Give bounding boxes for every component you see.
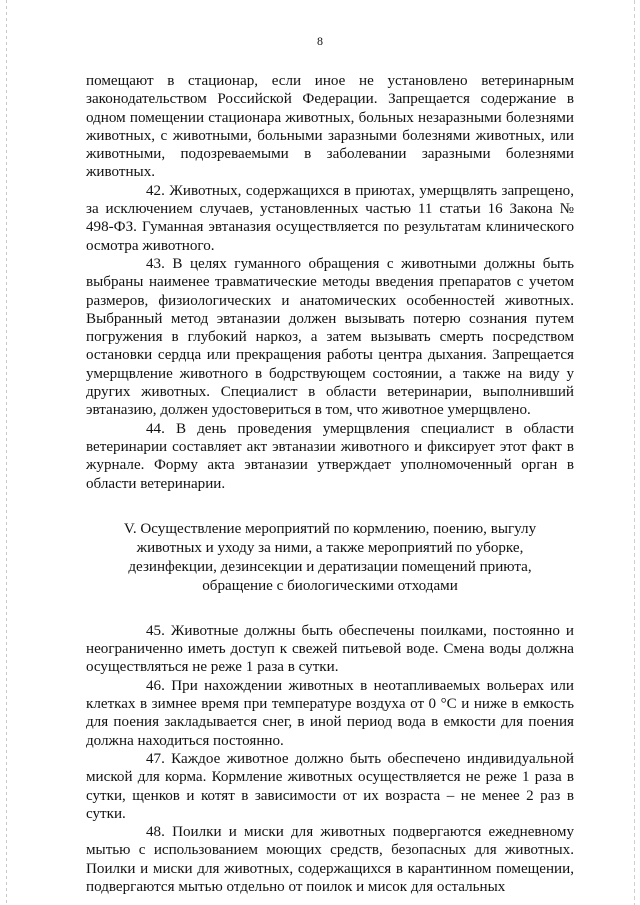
- paragraph-46: 46. При нахождении животных в неотапливаемых вольерах или клетках в зимнее время при температуре воздуха от 0 °С и ниже в емкость для поения закладывается снег, в иной период вода в емкости для поения должна находиться постоянно.: [86, 677, 574, 749]
- scan-edge-left: [6, 0, 7, 905]
- page-number: 8: [317, 34, 323, 48]
- section-heading: [86, 520, 574, 596]
- paragraph-45: 45. Животные должны быть обеспечены поилками, постоянно и неограниченно иметь доступ к свежей питьевой воде. Смена воды должна осуществляться не реже 1 раза в сутки.: [86, 622, 574, 676]
- paragraph-43: 43. В целях гуманного обращения с животными должны быть выбраны наименее травматические методы введения препаратов с учетом размеров, физиологических и анатомических особенностей животных. Выбранный метод эвтаназии должен вызывать потерю сознания путем погружения в глубокий наркоз, а затем вызывать смерть посредством остановки сердца или прекращения работы центра дыхания. Запрещается умерщвление животного в бодрствующем состоянии, а также на виду у других животных. Специалист в области ветеринарии, выполнивший эвтаназию, должен удостовериться в том, что животное умерщвлено.: [86, 255, 574, 419]
- section-heading-line-2: животных и уходу за ними, а также мероприятий по уборке,: [136, 539, 524, 556]
- paragraph-44: 44. В день проведения умерщвления специалист в области ветеринарии составляет акт эвтаназии животного и фиксирует этот факт в журнале. Форму акта эвтаназии утверждает уполномоченный орган в области ветеринарии.: [86, 420, 574, 492]
- paragraph-48: 48. Поилки и миски для животных подвергаются ежедневному мытью с использованием моющих средств, безопасных для животных. Поилки и миски для животных, содержащихся в карантинном помещении, подвергаются мытью отдельно от поилок и мисок для остальных: [86, 824, 574, 895]
- section-heading-line-1: V. Осуществление мероприятий по кормлению, поению, выгулу: [123, 520, 537, 537]
- document-body: [86, 72, 574, 896]
- section-heading-line-4: обращение с биологическими отходами: [202, 577, 458, 594]
- section-heading-line-3: дезинфекции, дезинсекции и дератизации помещений приюта,: [128, 558, 532, 575]
- paragraph-47: 47. Каждое животное должно быть обеспечено индивидуальной миской для корма. Кормление животных осуществляется не реже 1 раза в сутки, щенков и котят в зависимости от их возраста – не менее 2 раз в сутки.: [86, 750, 574, 822]
- paragraph-42: 42. Животных, содержащихся в приютах, умерщвлять запрещено, за исключением случаев, установленных частью 11 статьи 16 Закона № 498-ФЗ. Гуманная эвтаназия осуществляется по результатам клинического осмотра животного.: [86, 182, 574, 254]
- paragraph-continuation: помещают в стационар, если иное не установлено ветеринарным законодательством Российской Федерации. Запрещается содержание в одном помещении стационара животных, больных незаразными болезнями животных, с животными, больными заразными болезнями животных, или животными, подозреваемыми в заболевании заразными болезнями животных.: [86, 73, 574, 181]
- scan-edge-right: [634, 0, 635, 905]
